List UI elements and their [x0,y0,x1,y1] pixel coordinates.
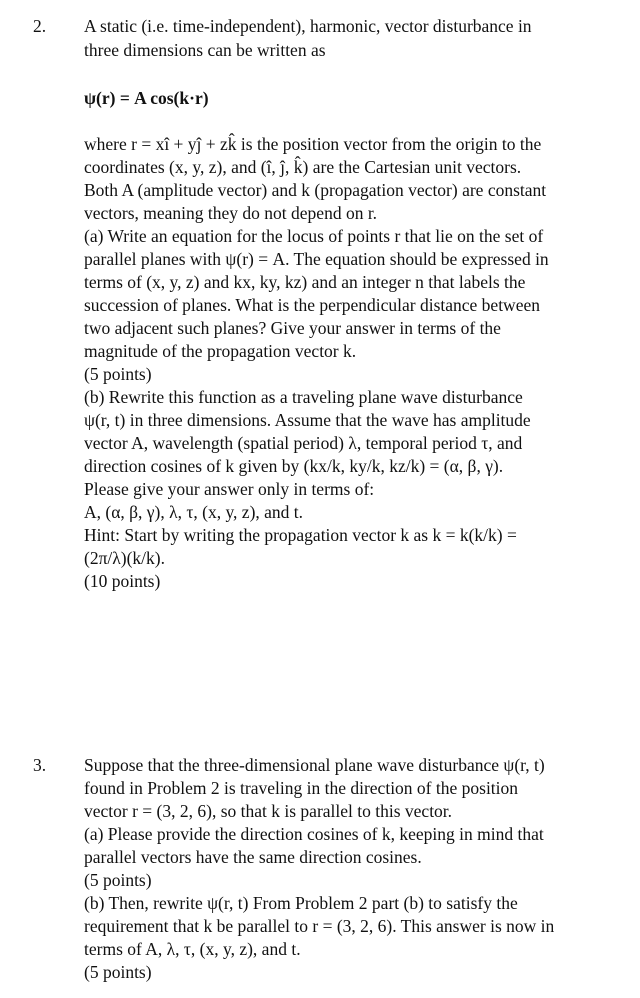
text-line: (b) Rewrite this function as a traveling plane wave disturbance [84,387,523,407]
text-line: parallel planes with ψ(r) = A. The equation should be expressed in [84,249,549,269]
text-line: found in Problem 2 is traveling in the direction of the position [84,778,519,798]
problem-number: 2. [33,16,47,36]
text-line: two adjacent such planes? Give your answer in terms of the [84,318,501,338]
points-label: (5 points) [84,962,152,982]
text-line: parallel vectors have the same direction cosines. [84,847,422,867]
text-line: where r = xî + yĵ + zk̂ is the position vector from the origin to the [84,134,542,154]
text-line: Please give your answer only in terms of: [84,479,375,499]
points-label: (5 points) [84,870,152,890]
text-line: coordinates (x, y, z), and (î, ĵ, k̂) are the Cartesian unit vectors. [84,157,522,177]
text-line: Hint: Start by writing the propagation vector k as k = k(k/k) = [84,525,517,545]
text-line: A, (α, β, γ), λ, τ, (x, y, z), and t. [84,502,304,522]
points-label: (5 points) [84,364,152,384]
text-line: magnitude of the propagation vector k. [84,341,357,361]
equation: ψ(r) = A cos(k·r) [84,88,209,108]
text-line: direction cosines of k given by (kx/k, ky/k, kz/k) = (α, β, γ). [84,456,504,476]
text-line: vector A, wavelength (spatial period) λ, temporal period τ, and [84,433,523,453]
text-line: (2π/λ)(k/k). [84,548,165,568]
text-line: terms of (x, y, z) and kx, ky, kz) and an integer n that labels the [84,272,526,292]
text-line: vectors, meaning they do not depend on r. [84,203,378,223]
text-line: ψ(r, t) in three dimensions. Assume that the wave has amplitude [84,410,531,430]
text-line: succession of planes. What is the perpendicular distance between [84,295,540,315]
text-line: (a) Please provide the direction cosines of k, keeping in mind that [84,824,544,844]
text-line: requirement that k be parallel to r = (3, 2, 6). This answer is now in [84,916,555,936]
text-line: Both A (amplitude vector) and k (propagation vector) are constant [84,180,547,200]
text-line: Suppose that the three-dimensional plane wave disturbance ψ(r, t) [84,755,545,775]
text-line: vector r = (3, 2, 6), so that k is parallel to this vector. [84,801,453,821]
text-line: three dimensions can be written as [84,40,326,60]
text-line: (a) Write an equation for the locus of points r that lie on the set of [84,226,544,246]
text-line: A static (i.e. time-independent), harmonic, vector disturbance in [84,16,532,36]
problem-number: 3. [33,755,47,775]
points-label: (10 points) [84,571,161,591]
text-line: (b) Then, rewrite ψ(r, t) From Problem 2 part (b) to satisfy the [84,893,518,913]
text-line: terms of A, λ, τ, (x, y, z), and t. [84,939,301,959]
